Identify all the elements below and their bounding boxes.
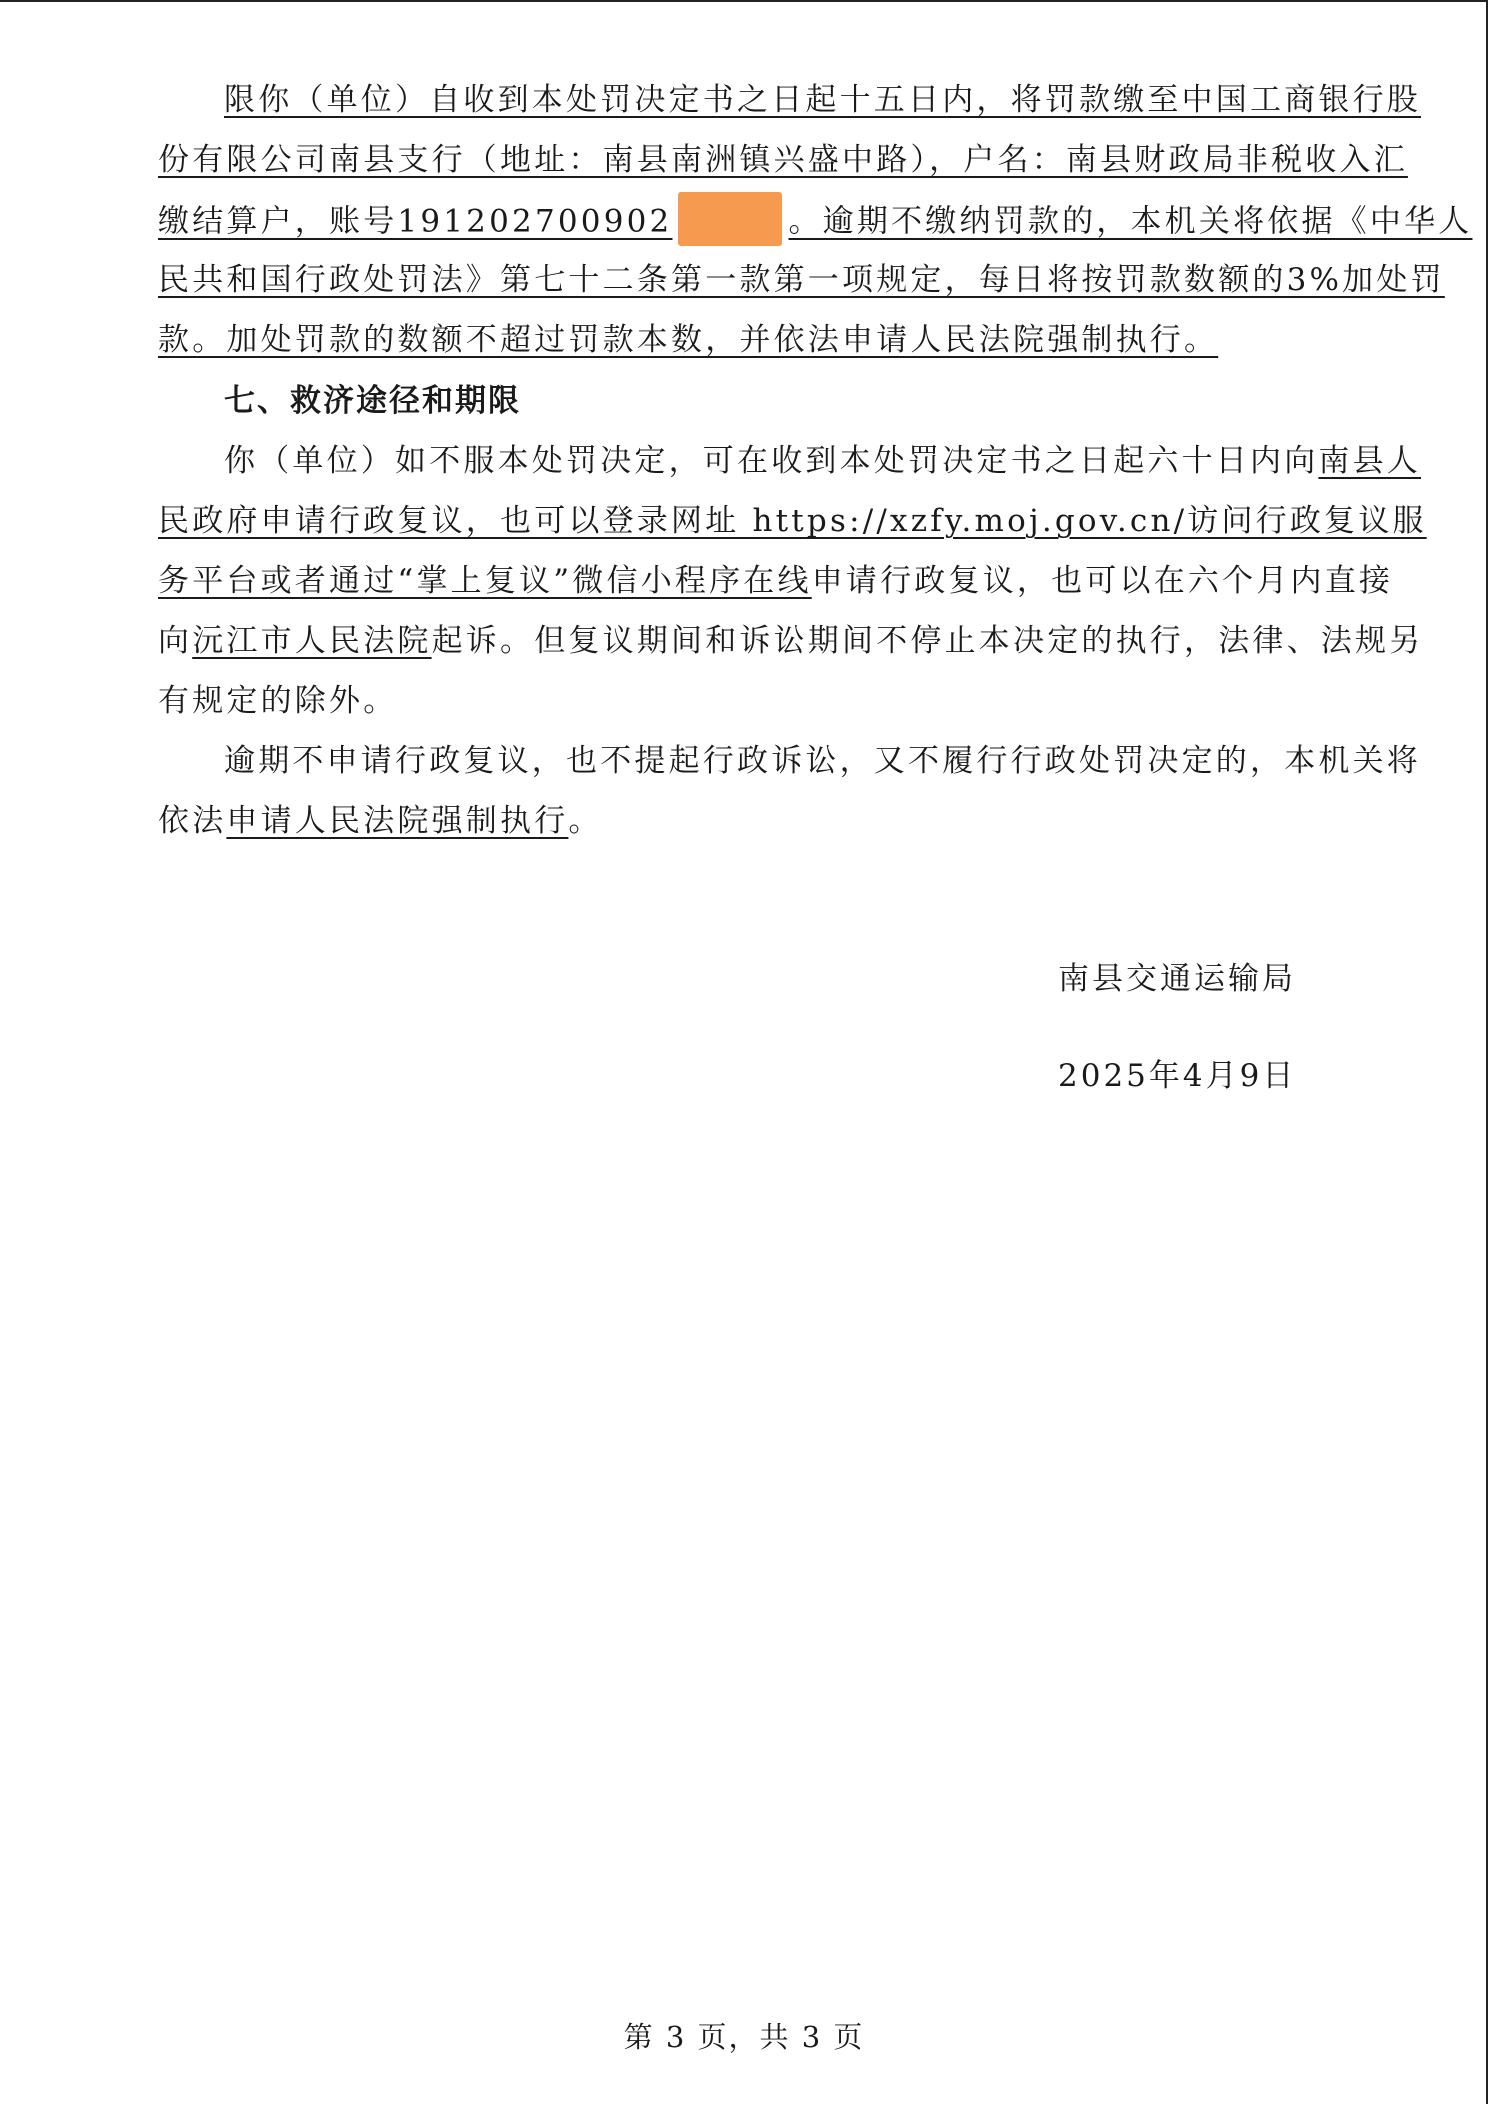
payment-paragraph-line-2: 份有限公司南县支行（地址：南县南洲镇兴盛中路），户名：南县财政局非税收入汇 bbox=[158, 142, 1408, 178]
online-review-text: 务平台或者通过“掌上复议”微信小程序在线 bbox=[158, 563, 812, 599]
issuing-organization: 南县交通运输局 bbox=[1058, 961, 1296, 997]
payment-paragraph-line-3 bbox=[158, 200, 1473, 246]
court-name: 沅江市人民法院 bbox=[192, 623, 432, 659]
remedies-paragraph-line-4 bbox=[158, 621, 1424, 661]
remedies-paragraph-line-2: 民政府申请行政复议，也可以登录网址 https://xzfy.moj.gov.cn/访问行政复议服 bbox=[158, 503, 1427, 539]
remedies-text: 向 bbox=[158, 623, 193, 659]
payment-paragraph-line-1: 限你（单位）自收到本处罚决定书之日起十五日内，将罚款缴至中国工商银行股 bbox=[224, 82, 1421, 118]
remedies-text: 起诉。但复议期间和诉讼期间不停止本决定的执行，法律、法规另 bbox=[431, 623, 1424, 659]
enforcement-action: 申请人民法院强制执行 bbox=[226, 803, 569, 839]
payment-paragraph-line-5: 款。加处罚款的数额不超过罚款本数，并依法申请人民法院强制执行。 bbox=[158, 322, 1219, 358]
remedies-paragraph-line-3 bbox=[158, 561, 1404, 601]
section-heading-remedies: 七、救济途径和期限 bbox=[224, 383, 521, 419]
redaction-block bbox=[678, 192, 782, 246]
page-border-top bbox=[0, 0, 1488, 2]
issue-date: 2025年4月9日 bbox=[1058, 1058, 1297, 1094]
remedies-text: 申请行政复议，也可以在六个月内直接 bbox=[811, 563, 1394, 599]
enforcement-paragraph-line-1: 逾期不申请行政复议，也不提起行政诉讼，又不履行行政处罚决定的，本机关将 bbox=[224, 743, 1421, 779]
account-number-text: 缴结算户，账号191202700902 bbox=[158, 203, 673, 240]
enforcement-paragraph-line-2 bbox=[158, 801, 1404, 841]
payment-paragraph-line-4: 民共和国行政处罚法》第七十二条第一款第一项规定，每日将按罚款数额的3%加处罚 bbox=[158, 262, 1445, 298]
enforcement-text: 依法 bbox=[158, 803, 227, 839]
government-name: 南县人 bbox=[1318, 443, 1422, 479]
enforcement-text: 。 bbox=[568, 803, 603, 839]
remedies-text: 你（单位）如不服本处罚决定，可在收到本处罚决定书之日起六十日内向 bbox=[224, 443, 1319, 479]
page-indicator: 第 3 页，共 3 页 bbox=[623, 2020, 865, 2054]
overdue-notice-text: 。逾期不缴纳罚款的，本机关将依据《中华人 bbox=[788, 203, 1473, 240]
remedies-paragraph-line-5: 有规定的除外。 bbox=[158, 683, 398, 719]
remedies-paragraph-line-1 bbox=[224, 441, 1422, 481]
